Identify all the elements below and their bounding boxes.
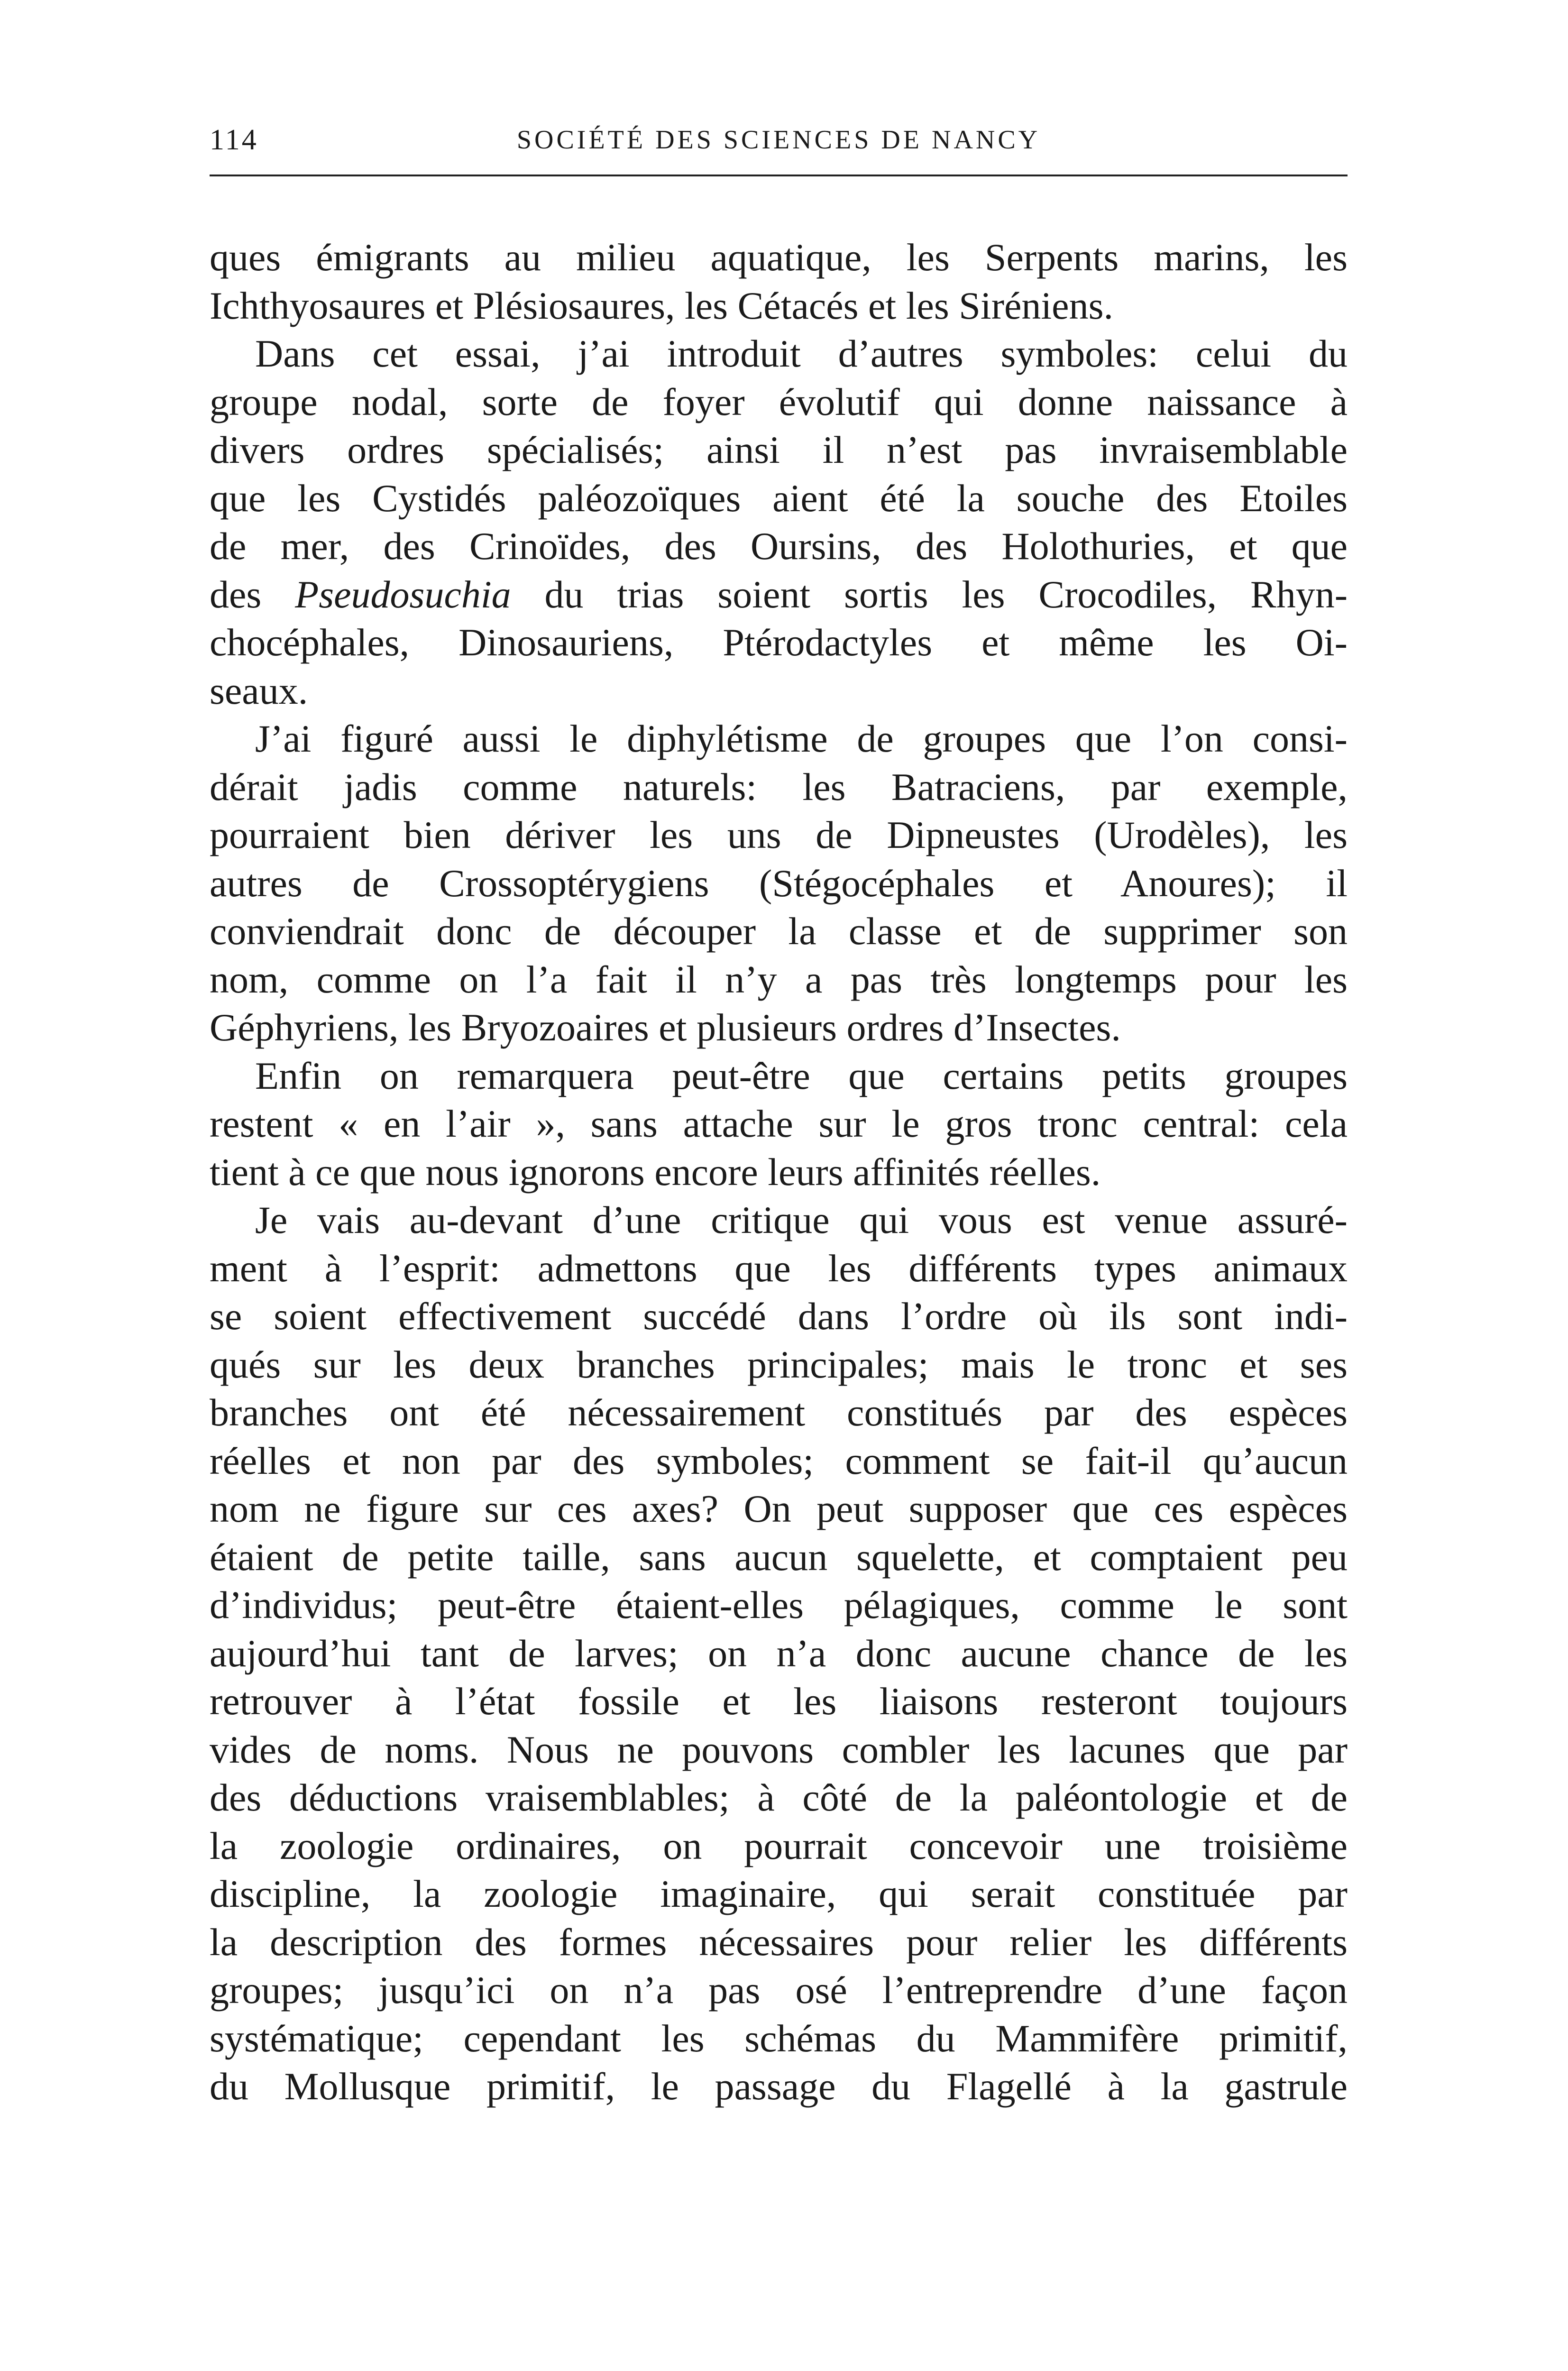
text-line: réelles et non par des symboles; comment se fait-il qu’aucun xyxy=(210,1439,1348,1482)
running-head xyxy=(210,119,1348,161)
text-fragment: des xyxy=(210,572,262,616)
text-line: Ichthyosaures et Plésiosaures, les Cétacés et les Siréniens. xyxy=(210,284,1113,327)
text-line: ment à l’esprit: admettons que les différents types animaux xyxy=(210,1246,1348,1290)
text-line: ques émigrants au milieu aquatique, les Serpents marins, les xyxy=(210,236,1348,279)
text-line: pourraient bien dériver les uns de Dipneustes (Urodèles), les xyxy=(210,813,1348,856)
body-text xyxy=(210,233,1348,2111)
text-line: aujourd’hui tant de larves; on n’a donc aucune chance de les xyxy=(210,1631,1348,1675)
text-line: dérait jadis comme naturels: les Batraciens, par exemple, xyxy=(210,765,1348,809)
text-line: groupe nodal, sorte de foyer évolutif qui donne naissance à xyxy=(210,380,1348,423)
text-line: se soient effectivement succédé dans l’ordre où ils sont indi- xyxy=(210,1295,1348,1338)
text-line: que les Cystidés paléozoïques aient été la souche des Etoiles xyxy=(210,476,1348,520)
text-line: la description des formes nécessaires pour relier les différents xyxy=(210,1920,1348,1964)
text-line: systématique; cependant les schémas du Mammifère primitif, xyxy=(210,2016,1348,2060)
text-line: Je vais au-devant d’une critique qui vous est venue assuré- xyxy=(255,1198,1348,1241)
text-line: nom, comme on l’a fait il n’y a pas très longtemps pour les xyxy=(210,957,1348,1001)
text-line: la zoologie ordinaires, on pourrait concevoir une troisième xyxy=(210,1824,1348,1867)
text-line: chocéphales, Dinosauriens, Ptérodactyles et même les Oi- xyxy=(210,621,1348,664)
text-line: du Mollusque primitif, le passage du Flagellé à la gastrule xyxy=(210,2065,1348,2108)
text-line: conviendrait donc de découper la classe et de supprimer son xyxy=(210,910,1348,953)
italic-term: Pseudosuchia xyxy=(295,572,511,616)
text-line: qués sur les deux branches principales; mais le tronc et ses xyxy=(210,1342,1348,1386)
text-line: étaient de petite taille, sans aucun squelette, et comptaient peu xyxy=(210,1535,1348,1579)
text-line: discipline, la zoologie imaginaire, qui serait constituée par xyxy=(210,1872,1348,1915)
text-line: Enfin on remarquera peut-être que certains petits groupes xyxy=(255,1054,1348,1097)
text-line: Dans cet essai, j’ai introduit d’autres symboles: celui du xyxy=(255,332,1348,375)
text-line: vides de noms. Nous ne pouvons combler les lacunes que par xyxy=(210,1728,1348,1771)
text-line: groupes; jusqu’ici on n’a pas osé l’entreprendre d’une façon xyxy=(210,1968,1348,2012)
text-line-with-italic xyxy=(210,570,1348,619)
text-line: Géphyriens, les Bryozoaires et plusieurs ordres d’Insectes. xyxy=(210,1006,1121,1049)
text-fragment: du trias soient sortis les Crocodiles, Rhyn- xyxy=(544,572,1348,616)
page-number: 114 xyxy=(210,124,258,156)
text-line: d’individus; peut-être étaient-elles pélagiques, comme le sont xyxy=(210,1583,1348,1627)
text-line: tient à ce que nous ignorons encore leurs affinités réelles. xyxy=(210,1150,1101,1194)
text-line: branches ont été nécessairement constitués par des espèces xyxy=(210,1391,1348,1434)
header-rule xyxy=(210,175,1348,176)
text-line: restent « en l’air », sans attache sur le gros tronc central: cela xyxy=(210,1102,1348,1145)
text-line: nom ne figure sur ces axes? On peut supposer que ces espèces xyxy=(210,1487,1348,1530)
text-line: retrouver à l’état fossile et les liaisons resteront toujours xyxy=(210,1680,1348,1723)
text-line: autres de Crossoptérygiens (Stégocéphales et Anoures); il xyxy=(210,861,1348,905)
journal-title: SOCIÉTÉ DES SCIENCES DE NANCY xyxy=(516,125,1041,155)
text-line: seaux. xyxy=(210,669,308,712)
text-line: des déductions vraisemblables; à côté de la paléontologie et de xyxy=(210,1776,1348,1819)
text-line: divers ordres spécialisés; ainsi il n’est pas invraisemblable xyxy=(210,428,1348,471)
text-line: J’ai figuré aussi le diphylétisme de groupes que l’on consi- xyxy=(255,717,1348,760)
text-line: de mer, des Crinoïdes, des Oursins, des Holothuries, et que xyxy=(210,524,1348,568)
